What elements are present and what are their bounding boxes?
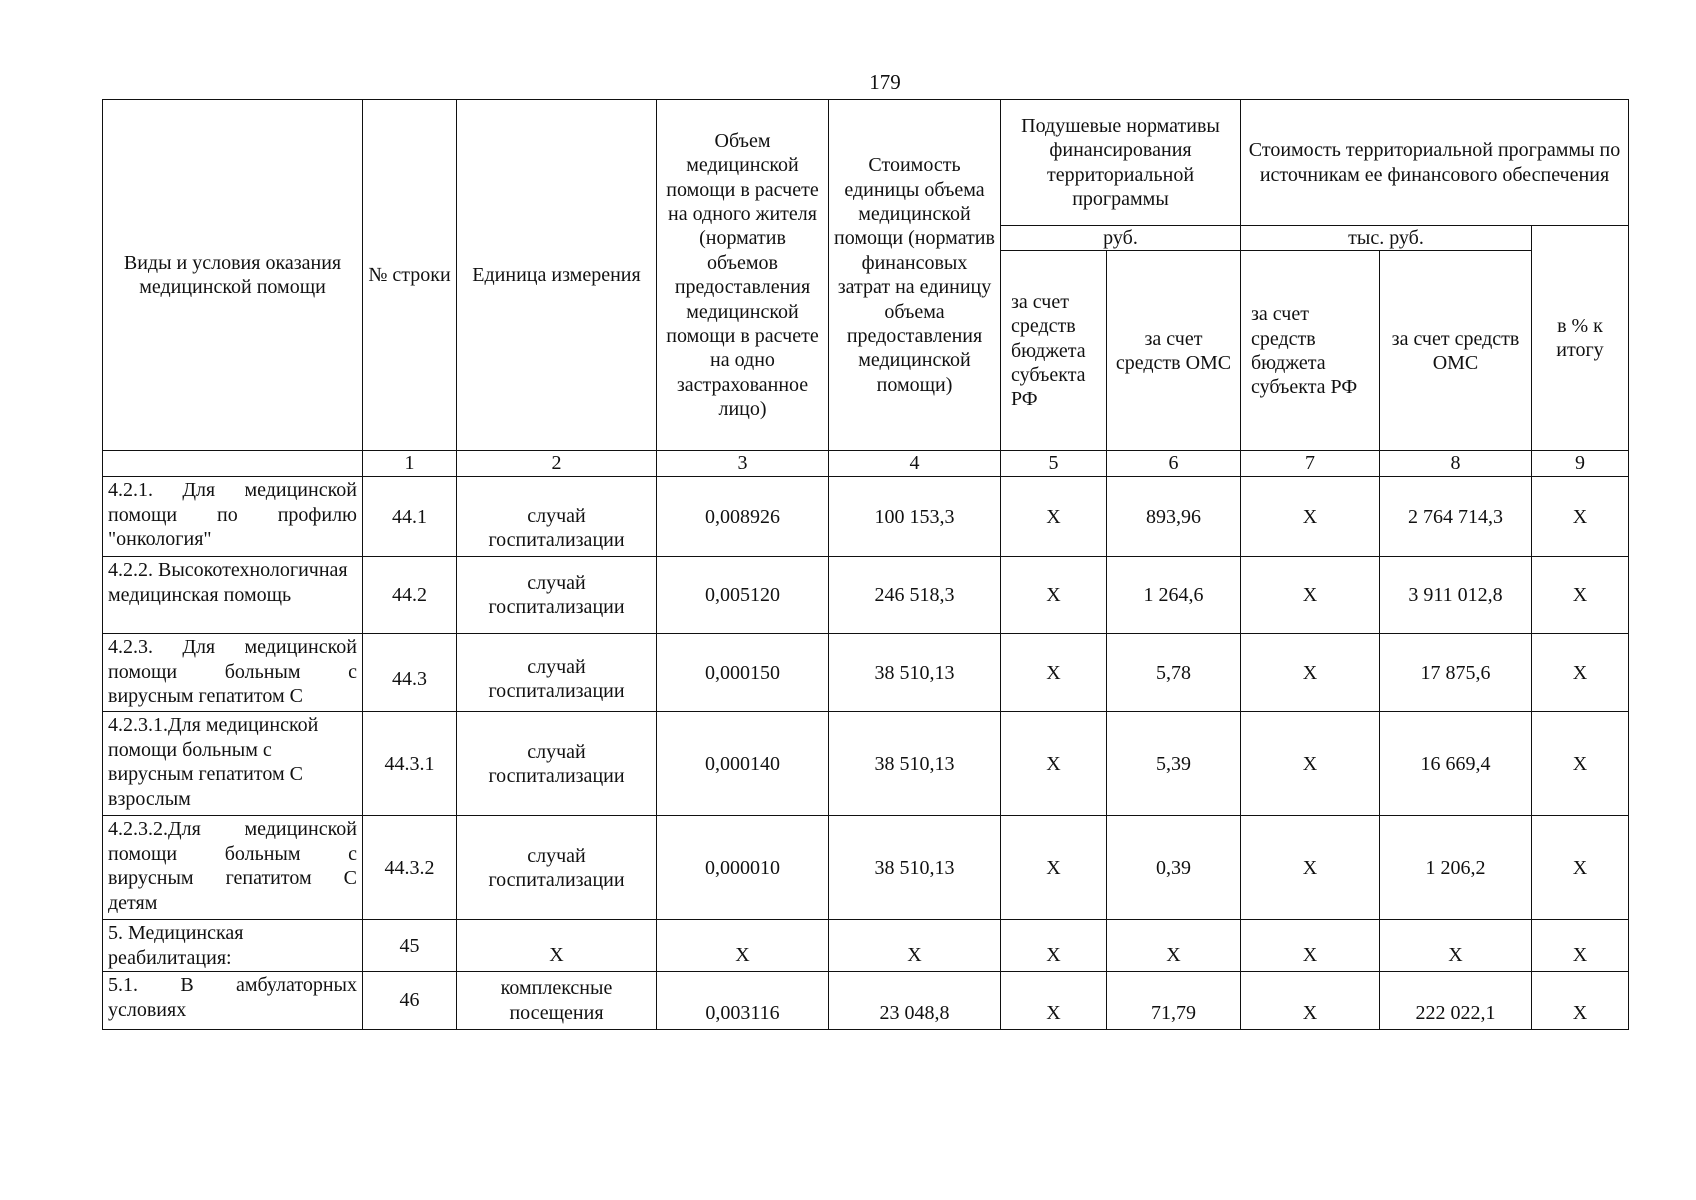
- row-oms-6: 5,39: [1107, 712, 1241, 816]
- row-volume: 0,003116: [657, 972, 829, 1030]
- row-oms-6: Х: [1107, 920, 1241, 972]
- row-oms-8: 2 764 714,3: [1380, 477, 1532, 557]
- table-row: [103, 972, 1629, 1030]
- header-oms-6: за счет средств ОМС: [1107, 251, 1241, 451]
- row-number: 46: [363, 972, 457, 1030]
- row-budget-7: Х: [1241, 477, 1380, 557]
- row-name: 5.1. В амбулаторных условиях: [103, 972, 363, 1030]
- header-percent: в % к итогу: [1532, 226, 1629, 451]
- row-unit: случай госпитализации: [457, 634, 657, 712]
- row-name: 4.2.3.1.Для медицинской помощи больным с вирусным гепатитом С взрослым: [103, 712, 363, 816]
- header-budget-7: за счет средств бюджета субъекта РФ: [1241, 251, 1380, 451]
- column-number: 7: [1241, 451, 1380, 477]
- header-row-number: № строки: [363, 100, 457, 451]
- row-budget-7: Х: [1241, 712, 1380, 816]
- column-number: 6: [1107, 451, 1241, 477]
- row-oms-6: 893,96: [1107, 477, 1241, 557]
- header-kinds: Виды и условия оказания медицинской помощи: [103, 100, 363, 451]
- header-program-cost: Стоимость территориальной программы по источникам ее финансового обеспечения: [1241, 100, 1629, 226]
- row-name: 4.2.3.2.Для медицинской помощи больным с вирусным гепатитом С детям: [103, 816, 363, 920]
- row-budget-7: Х: [1241, 557, 1380, 634]
- row-number: 44.2: [363, 557, 457, 634]
- row-oms-8: 17 875,6: [1380, 634, 1532, 712]
- header-rub: руб.: [1001, 226, 1241, 251]
- row-percent: Х: [1532, 634, 1629, 712]
- row-unit: комплексные посещения: [457, 972, 657, 1030]
- row-budget-7: Х: [1241, 634, 1380, 712]
- column-number: 3: [657, 451, 829, 477]
- table-row: [103, 816, 1629, 920]
- row-cost: 38 510,13: [829, 634, 1001, 712]
- header-budget-5: за счет средств бюджета субъекта РФ: [1001, 251, 1107, 451]
- row-budget-7: Х: [1241, 920, 1380, 972]
- header-volume: Объем медицинской помощи в расчете на одного жителя (норматив объемов предоставления медицинской помощи в расчете на одно застрахованное лицо): [657, 100, 829, 451]
- row-number: 44.1: [363, 477, 457, 557]
- row-cost: 100 153,3: [829, 477, 1001, 557]
- row-number: 45: [363, 920, 457, 972]
- table-row: [103, 920, 1629, 972]
- row-percent: Х: [1532, 920, 1629, 972]
- row-volume: Х: [657, 920, 829, 972]
- row-name: 4.2.2. Высокотехнологичная медицинская помощь: [103, 557, 363, 634]
- row-oms-6: 1 264,6: [1107, 557, 1241, 634]
- row-number: 44.3: [363, 634, 457, 712]
- row-unit: случай госпитализации: [457, 712, 657, 816]
- row-name: 5. Медицинская реабилитация:: [103, 920, 363, 972]
- row-unit: случай госпитализации: [457, 477, 657, 557]
- table-row: [103, 477, 1629, 557]
- financing-table: [102, 99, 1629, 1030]
- row-percent: Х: [1532, 477, 1629, 557]
- row-volume: 0,005120: [657, 557, 829, 634]
- row-budget-7: Х: [1241, 972, 1380, 1030]
- row-percent: Х: [1532, 557, 1629, 634]
- column-number: 1: [363, 451, 457, 477]
- header-oms-8: за счет средств ОМС: [1380, 251, 1532, 451]
- table-row: [103, 634, 1629, 712]
- row-name: 4.2.3. Для медицинской помощи больным с вирусным гепатитом С: [103, 634, 363, 712]
- row-volume: 0,000140: [657, 712, 829, 816]
- column-number: 2: [457, 451, 657, 477]
- row-volume: 0,000010: [657, 816, 829, 920]
- row-oms-8: 3 911 012,8: [1380, 557, 1532, 634]
- row-budget-5: Х: [1001, 477, 1107, 557]
- row-unit: Х: [457, 920, 657, 972]
- row-budget-5: Х: [1001, 920, 1107, 972]
- row-number: 44.3.2: [363, 816, 457, 920]
- table-row: [103, 712, 1629, 816]
- row-volume: 0,000150: [657, 634, 829, 712]
- row-budget-5: Х: [1001, 816, 1107, 920]
- row-percent: Х: [1532, 972, 1629, 1030]
- row-cost: Х: [829, 920, 1001, 972]
- row-oms-8: Х: [1380, 920, 1532, 972]
- row-percent: Х: [1532, 712, 1629, 816]
- row-name: 4.2.1. Для медицинской помощи по профилю "онкология": [103, 477, 363, 557]
- row-cost: 38 510,13: [829, 712, 1001, 816]
- row-oms-8: 222 022,1: [1380, 972, 1532, 1030]
- column-numbers-row: [103, 451, 1629, 477]
- row-oms-6: 5,78: [1107, 634, 1241, 712]
- header-thous-rub: тыс. руб.: [1241, 226, 1532, 251]
- row-cost: 23 048,8: [829, 972, 1001, 1030]
- header-cost: Стоимость единицы объема медицинской помощи (норматив финансовых затрат на единицу объема предоставления медицинской помощи): [829, 100, 1001, 451]
- row-unit: случай госпитализации: [457, 557, 657, 634]
- row-unit: случай госпитализации: [457, 816, 657, 920]
- row-oms-6: 71,79: [1107, 972, 1241, 1030]
- row-budget-5: Х: [1001, 712, 1107, 816]
- row-number: 44.3.1: [363, 712, 457, 816]
- row-oms-8: 16 669,4: [1380, 712, 1532, 816]
- row-cost: 246 518,3: [829, 557, 1001, 634]
- row-volume: 0,008926: [657, 477, 829, 557]
- row-budget-7: Х: [1241, 816, 1380, 920]
- row-budget-5: Х: [1001, 634, 1107, 712]
- row-oms-6: 0,39: [1107, 816, 1241, 920]
- column-number-blank: [103, 451, 363, 477]
- column-number: 5: [1001, 451, 1107, 477]
- page-number: 179: [869, 70, 901, 94]
- row-budget-5: Х: [1001, 557, 1107, 634]
- header-per-capita: Подушевые нормативы финансирования территориальной программы: [1001, 100, 1241, 226]
- header-unit: Единица измерения: [457, 100, 657, 451]
- column-number: 8: [1380, 451, 1532, 477]
- row-percent: Х: [1532, 816, 1629, 920]
- column-number: 4: [829, 451, 1001, 477]
- row-oms-8: 1 206,2: [1380, 816, 1532, 920]
- table-row: [103, 557, 1629, 634]
- column-number: 9: [1532, 451, 1629, 477]
- row-cost: 38 510,13: [829, 816, 1001, 920]
- header-row: [103, 100, 1629, 226]
- row-budget-5: Х: [1001, 972, 1107, 1030]
